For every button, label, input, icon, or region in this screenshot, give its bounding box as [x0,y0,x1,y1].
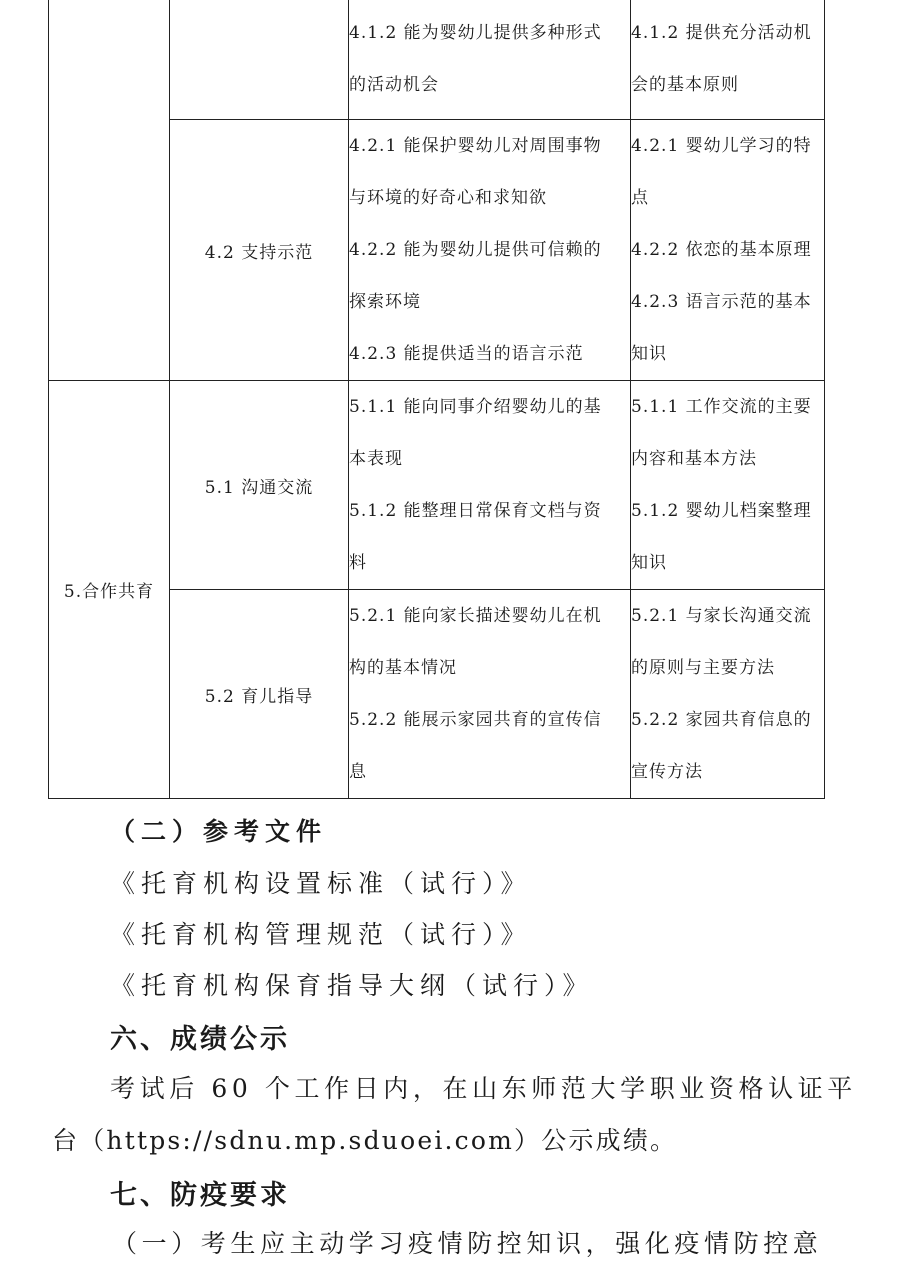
skill-line: 的活动机会 [349,75,439,95]
knowledge-line: 4.1.2 提供充分活动机 [631,23,812,43]
level1-cell: 5.合作共育 [49,381,170,799]
skill-line: 4.1.2 能为婴幼儿提供多种形式 [349,23,602,43]
knowledge-line: 4.2.2 依恋的基本原理 [631,240,812,260]
table-row [49,381,825,590]
level2-cell [170,0,349,120]
knowledge-line: 5.1.2 婴幼儿档案整理 [631,501,812,521]
level2-cell: 4.2 支持示范 [170,120,349,381]
skill-line: 5.1.2 能整理日常保育文档与资 [349,501,602,521]
knowledge-line: 5.1.1 工作交流的主要 [631,397,812,417]
skill-line: 5.2.1 能向家长描述婴幼儿在机 [349,606,602,626]
knowledge-cell [631,120,825,381]
reference-doc-item: 《托育机构管理规范（试行）》 [110,920,532,949]
section-seven-text-line: （一）考生应主动学习疫情防控知识，强化疫情防控意 [112,1229,823,1258]
knowledge-cell [631,0,825,120]
table-row [49,0,825,120]
knowledge-line: 4.2.1 婴幼儿学习的特 [631,136,812,156]
section-six-heading: 六、成绩公示 [110,1024,290,1055]
skill-line: 料 [349,553,367,573]
skill-line: 4.2.2 能为婴幼儿提供可信赖的 [349,240,602,260]
skill-line: 4.2.1 能保护婴幼儿对周围事物 [349,136,602,156]
knowledge-line: 点 [631,188,649,208]
level2-cell: 5.2 育儿指导 [170,590,349,799]
knowledge-cell [631,381,825,590]
knowledge-line: 5.2.2 家园共育信息的 [631,710,812,730]
skill-line: 本表现 [349,449,403,469]
skill-line: 5.1.1 能向同事介绍婴幼儿的基 [349,397,602,417]
skill-cell [349,120,631,381]
competency-table [48,0,825,799]
reference-docs-heading: （二）参考文件 [110,817,328,846]
reference-doc-item: 《托育机构保育指导大纲（试行）》 [110,971,594,1000]
skill-line: 5.2.2 能展示家园共育的宣传信 [349,710,602,730]
section-six-text-line: 台（https://sdnu.mp.sduoei.com）公示成绩。 [52,1126,678,1155]
skill-line: 息 [349,762,367,782]
section-seven-heading: 七、防疫要求 [110,1180,290,1211]
knowledge-line: 知识 [631,344,667,364]
knowledge-line: 内容和基本方法 [631,449,757,469]
knowledge-line: 的原则与主要方法 [631,658,775,678]
skill-line: 4.2.3 能提供适当的语言示范 [349,344,584,364]
skill-line: 与环境的好奇心和求知欲 [349,188,547,208]
knowledge-cell [631,590,825,799]
skill-line: 探索环境 [349,292,421,312]
knowledge-line: 4.2.3 语言示范的基本 [631,292,812,312]
section-six-text-line: 考试后 60 个工作日内，在山东师范大学职业资格认证平 [110,1074,857,1103]
skill-line: 构的基本情况 [349,658,457,678]
reference-doc-item: 《托育机构设置标准（试行）》 [110,869,532,898]
knowledge-line: 5.2.1 与家长沟通交流 [631,606,812,626]
level1-cell [49,0,170,381]
skill-cell [349,0,631,120]
level2-cell: 5.1 沟通交流 [170,381,349,590]
knowledge-line: 宣传方法 [631,762,703,782]
skill-cell [349,381,631,590]
skill-cell [349,590,631,799]
knowledge-line: 会的基本原则 [631,75,739,95]
knowledge-line: 知识 [631,553,667,573]
